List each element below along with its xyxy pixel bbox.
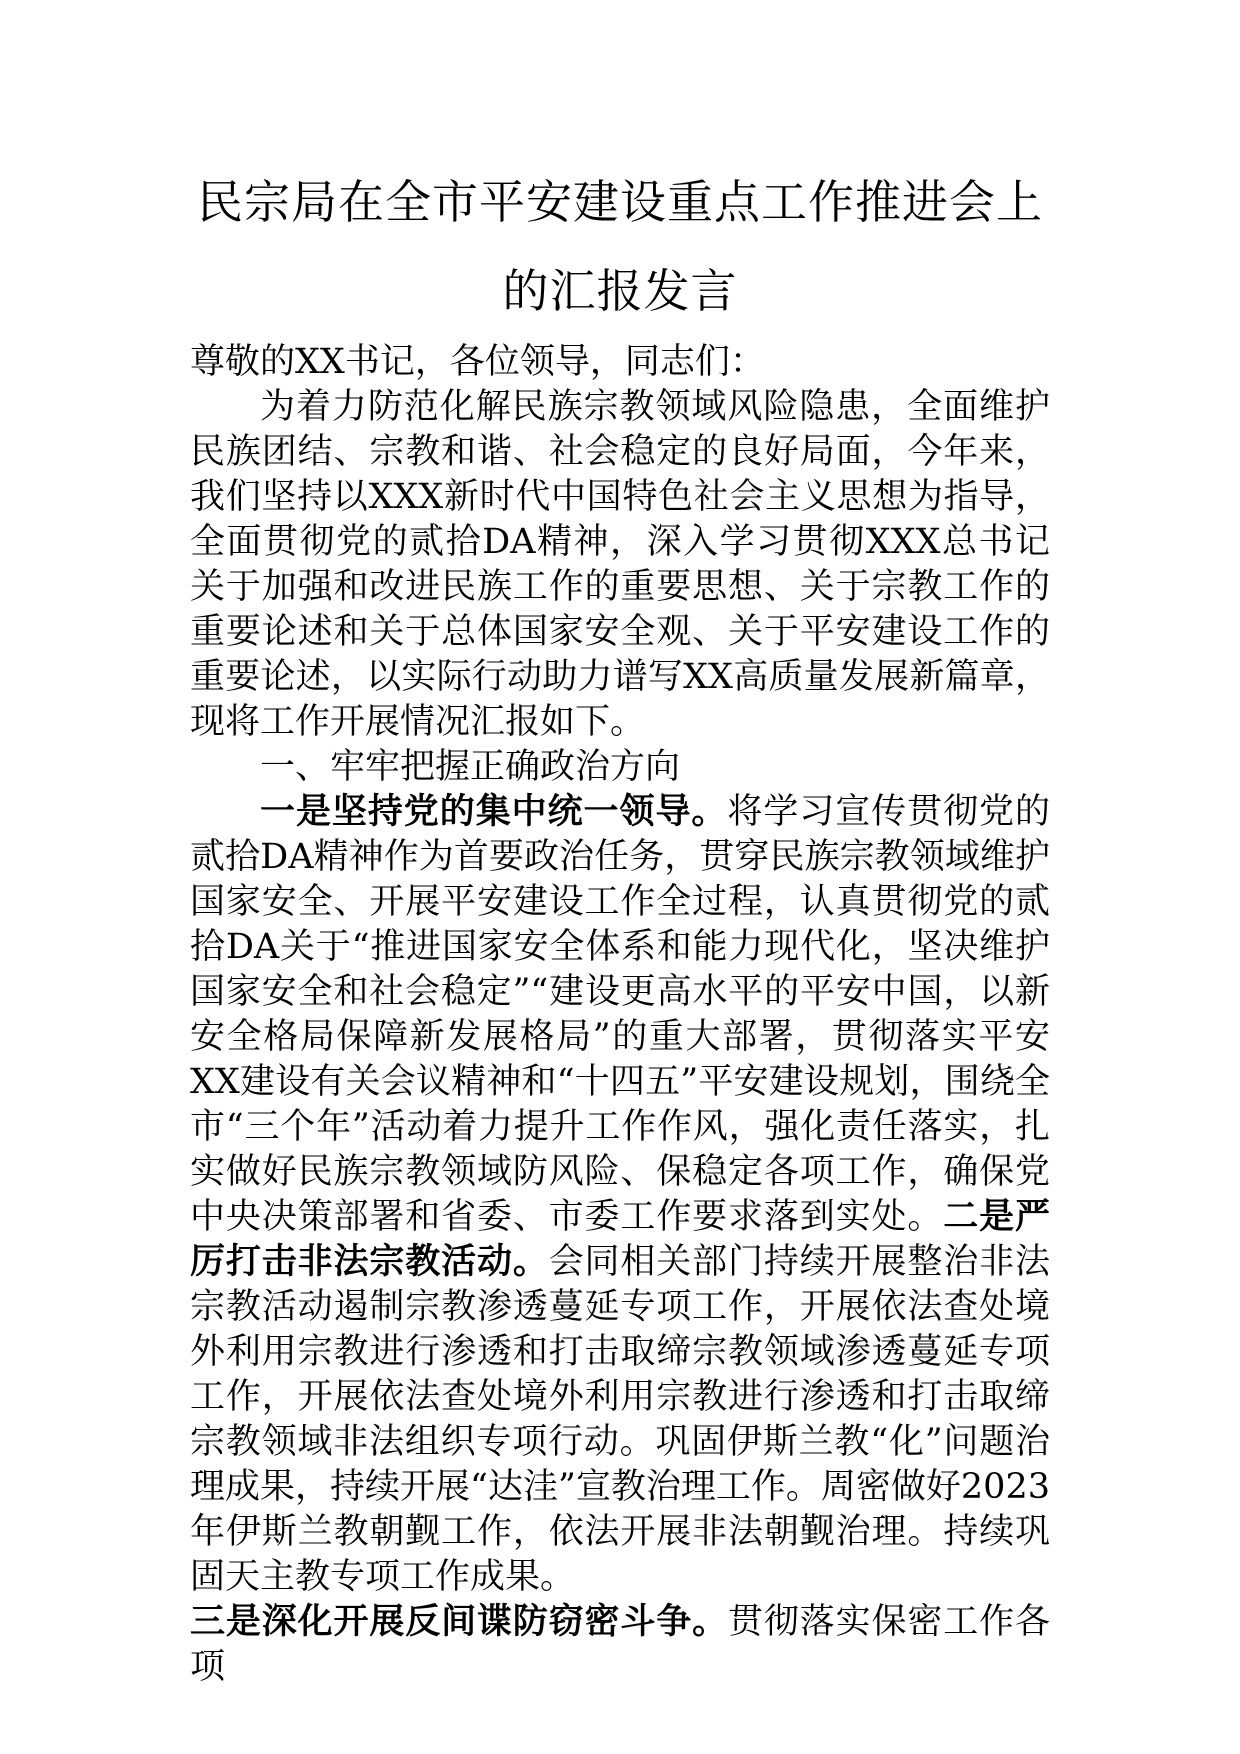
salutation: 尊敬的XX书记，各位领导，同志们： [190,342,765,382]
document-body [190,340,1050,1690]
point-1-text: 将学习宣传贯彻党的贰拾DA精神作为首要政治任务，贯穿民族宗教领域维护国家安全、开展平安建设工作全过程，认真贯彻党的贰拾DA关于“推进国家安全体系和能力现代化，坚决维护国家安全和社会稳定”“建设更高水平的平安中国，以新安全格局保障新发展格局”的重大部署，贯彻落实平安XX建设有关会议精神和“十四五”平安建设规划，围绕全市“三个年”活动着力提升工作作风，强化责任落实，扎实做好民族宗教领域防风险、保稳定各项工作，确保党中央决策部署和省委、市委工作要求落到实处。 [190,792,1050,1237]
point-2-text: 会同相关部门持续开展整治非法宗教活动遏制宗教渗透蔓延专项工作，开展依法查处境外利用宗教进行渗透和打击取缔宗教领域渗透蔓延专项工作，开展依法查处境外利用宗教进行渗透和打击取缔宗教领域非法组织专项行动。巩固伊斯兰教“化”问题治理成果，持续开展“达洼”宣教治理工作。周密做好2023年伊斯兰教朝觐工作，依法开展非法朝觐治理。持续巩固天主教专项工作成果。 [190,1242,1050,1597]
section-heading-1: 一、牢牢把握正确政治方向 [260,747,681,787]
point-3-heading: 三是深化开展反间谍防窃密斗争。 [190,1602,729,1642]
point-3-text: 贯彻落实保密工作各项 [190,1602,1050,1687]
document-title-line-2: 的汇报发言 [502,264,738,318]
point-3-paragraph [190,1600,1050,1690]
intro-paragraph: 为着力防范化解民族宗教领域风险隐患，全面维护民族团结、宗教和谐、社会稳定的良好局面，今年来，我们坚持以XXX新时代中国特色社会主义思想为指导，全面贯彻党的贰拾DA精神，深入学习贯彻XXX总书记关于加强和改进民族工作的重要思想、关于宗教工作的重要论述和关于总体国家安全观、关于平安建设工作的重要论述，以实际行动助力谱写XX高质量发展新篇章，现将工作开展情况汇报如下。 [190,387,1050,742]
point-2-heading: 二是严厉打击非法宗教活动。 [190,1197,1050,1282]
point-1-heading: 一是坚持党的集中统一领导。 [260,792,728,832]
document-title-line-1: 民宗局在全市平安建设重点工作推进会上 [197,175,1043,229]
section-1-paragraph [190,790,1050,1600]
